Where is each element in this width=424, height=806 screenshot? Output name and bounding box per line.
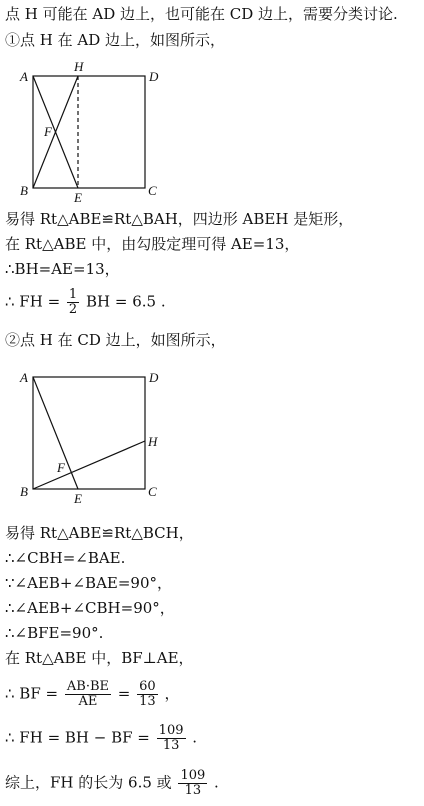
case2-heading: ②点 H 在 CD 边上，如图所示，	[5, 331, 226, 349]
label-d: D	[149, 69, 159, 84]
fraction-ab-be-over-ae: $\frac{AB\cdot BE}{AE}$	[66, 679, 109, 709]
label-f: F	[44, 124, 52, 139]
label-h: H	[74, 59, 84, 74]
label-e: E	[74, 491, 82, 506]
line-conclusion: 综上，FH 的长为 6.5 或 $\frac{109}{13}$ .	[5, 768, 219, 798]
figure-1	[0, 56, 200, 206]
fraction-109-13-final: $\frac{109}{13}$	[180, 768, 206, 798]
line-pythagoras: 在 Rt△ABE 中，由勾股定理可得 AE=13，	[5, 235, 300, 253]
line-bf-value: ∴ BF = $\frac{AB\cdot BE}{AE}$ = $\frac{60}{13}$ ，	[5, 679, 180, 709]
line-fh-half: ∴ FH = $\frac{1}{2}$ BH = 6.5 .	[5, 287, 166, 317]
line-angle-sum-1: ∵∠AEB+∠BAE=90°，	[5, 574, 173, 592]
fraction-109-13: $\frac{109}{13}$	[158, 723, 184, 753]
label-a: A	[20, 370, 28, 385]
line-angle-eq: ∴∠CBH=∠BAE.	[5, 549, 126, 567]
figure-2	[0, 360, 200, 510]
label-d: D	[149, 370, 159, 385]
fraction-half: $\frac{1}{2}$	[68, 287, 78, 317]
line-congruent-2: 易得 Rt△ABE≌Rt△BCH，	[5, 524, 194, 542]
fraction-60-13: $\frac{60}{13}$	[139, 679, 156, 709]
line-perpendicular: 在 Rt△ABE 中，BF⊥AE，	[5, 649, 194, 667]
square-abcd-2	[33, 377, 145, 489]
label-a: A	[20, 69, 28, 84]
case1-heading: ①点 H 在 AD 边上，如图所示，	[5, 31, 226, 49]
label-e: E	[74, 190, 82, 205]
line-bh-eq: ∴BH=AE=13，	[5, 260, 120, 278]
line-congruent-1: 易得 Rt△ABE≌Rt△BAH，四边形 ABEH 是矩形，	[5, 210, 354, 228]
line-angle-sum-2: ∴∠AEB+∠CBH=90°，	[5, 599, 175, 617]
line-intro: 点 H 可能在 AD 边上，也可能在 CD 边上，需要分类讨论.	[5, 5, 398, 23]
label-b: B	[20, 183, 28, 198]
segment-bh-2	[33, 441, 145, 489]
label-c: C	[148, 183, 157, 198]
label-c: C	[148, 484, 157, 499]
label-b: B	[20, 484, 28, 499]
label-h: H	[148, 434, 158, 449]
line-angle-bfe: ∴∠BFE=90°.	[5, 624, 104, 642]
line-fh-value: ∴ FH = BH − BF = $\frac{109}{13}$ .	[5, 723, 198, 753]
label-f: F	[57, 460, 65, 475]
